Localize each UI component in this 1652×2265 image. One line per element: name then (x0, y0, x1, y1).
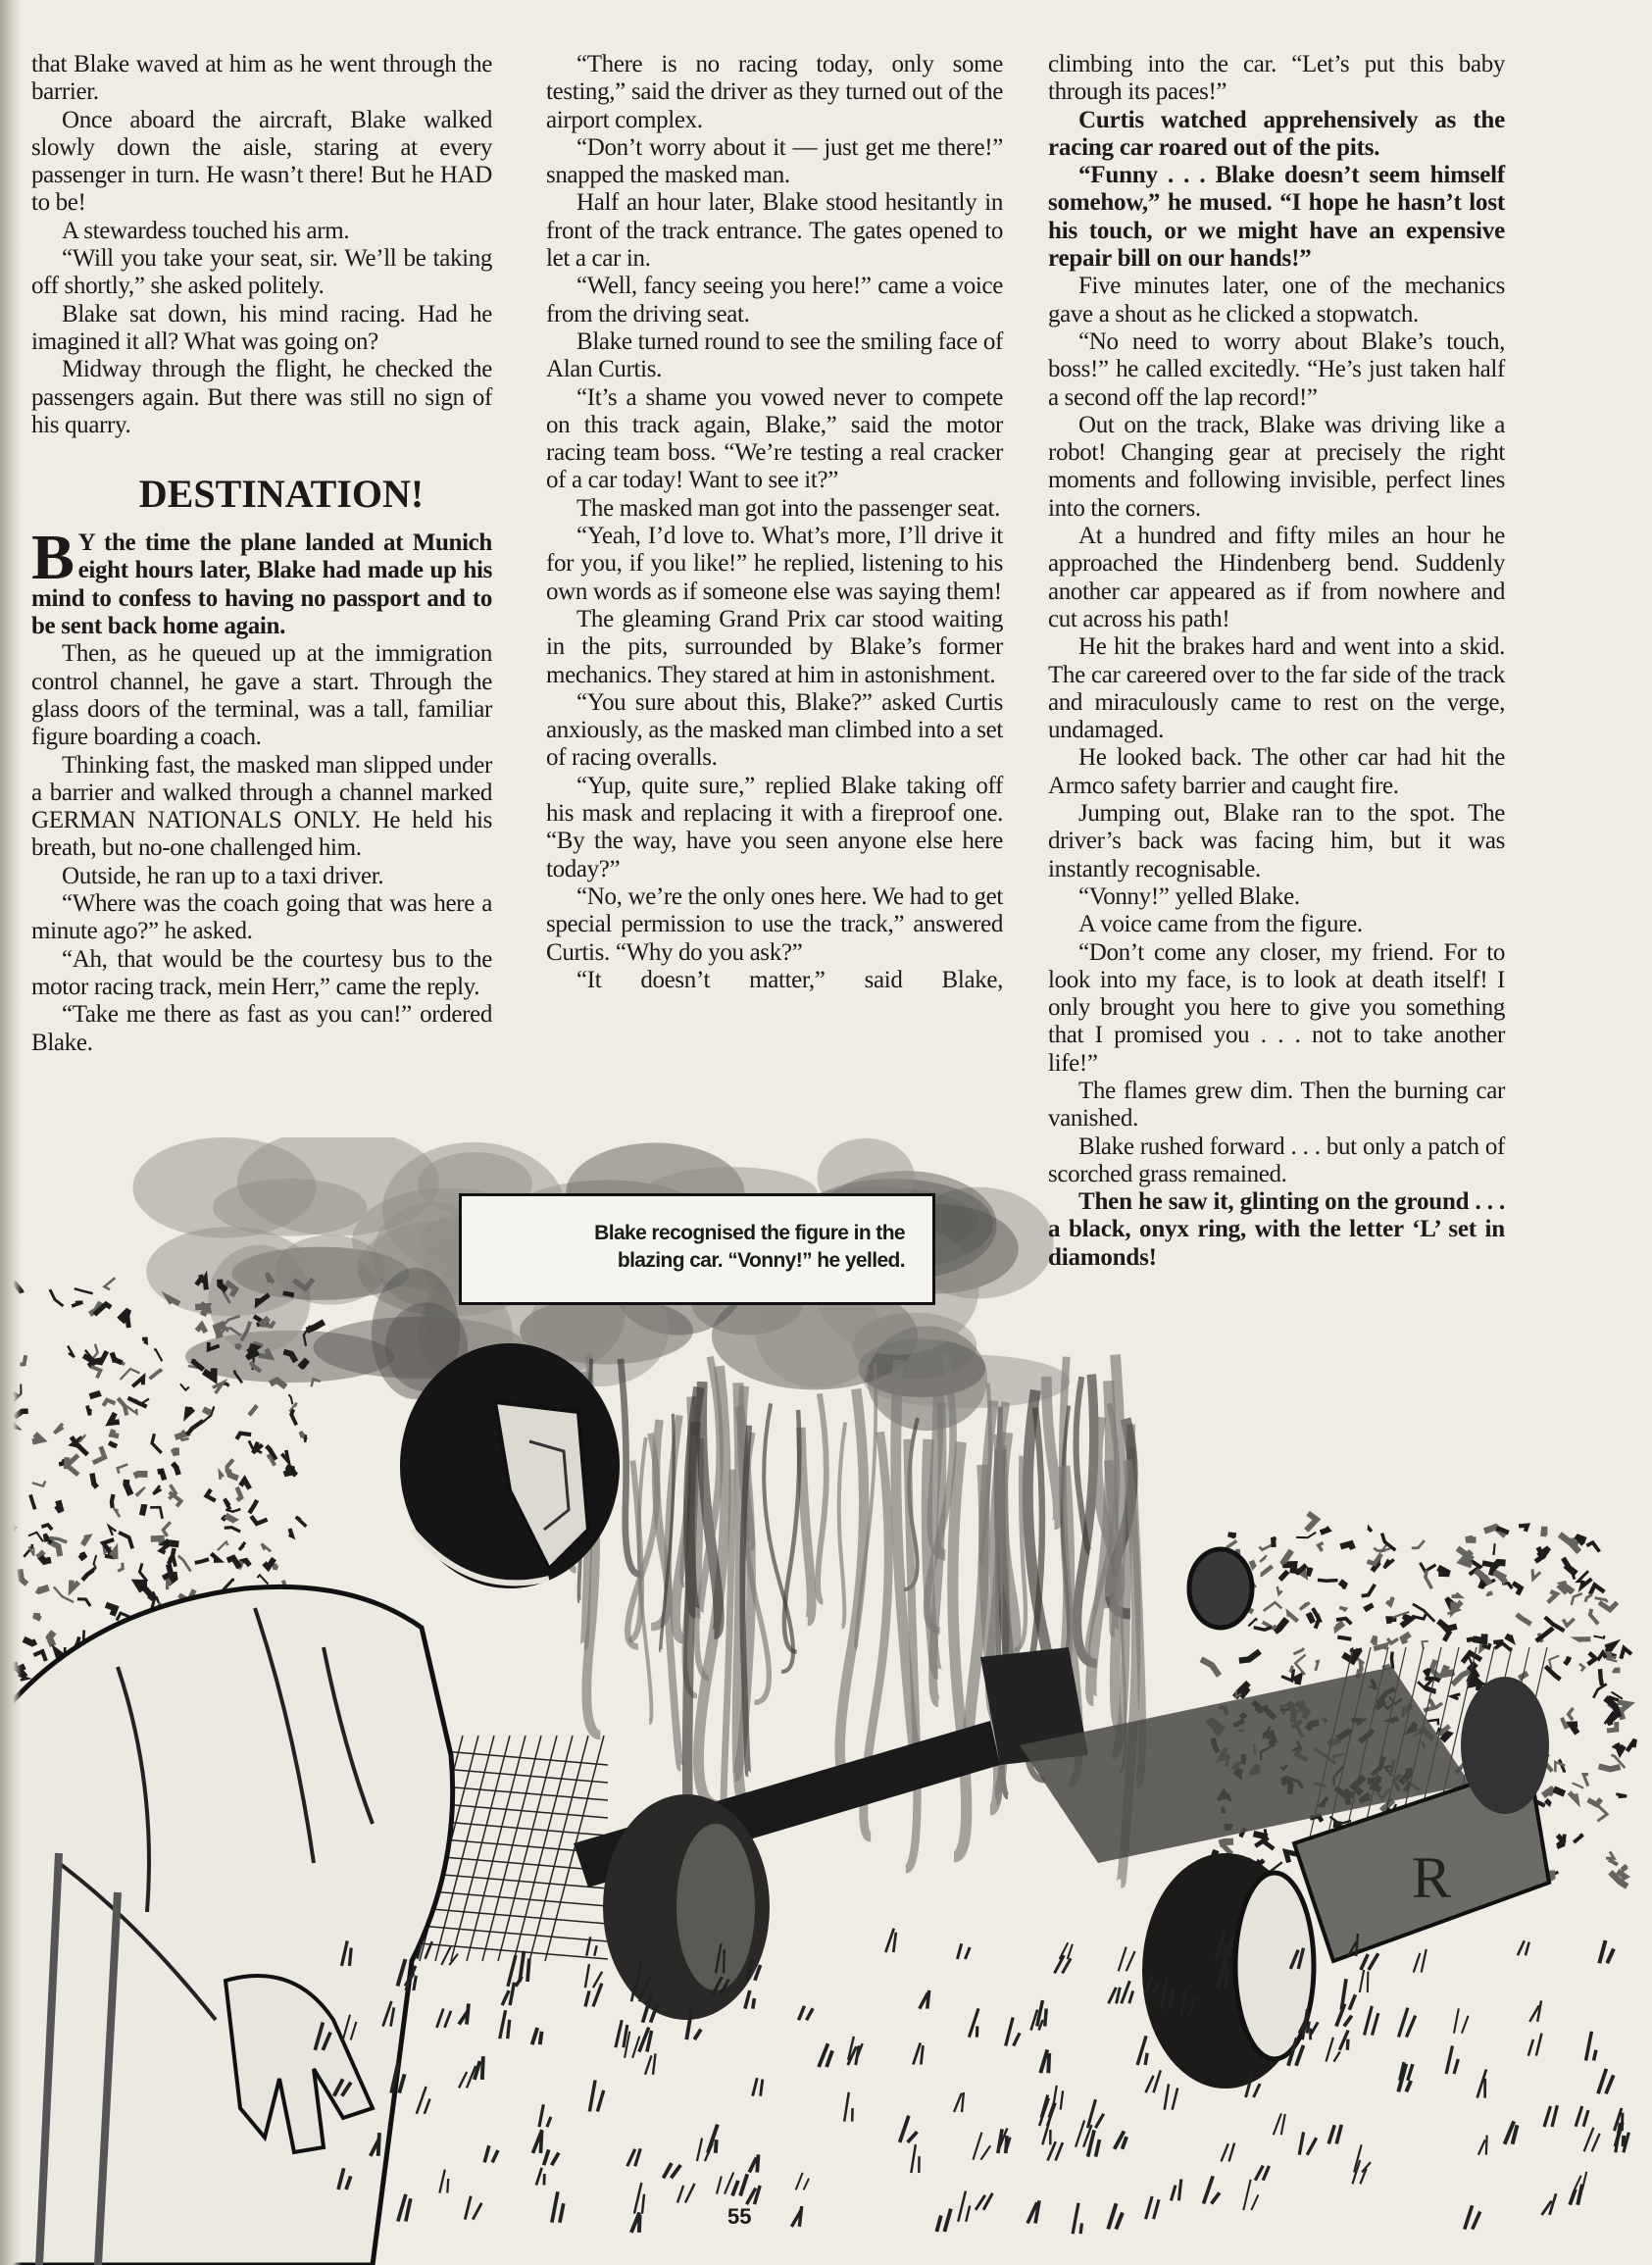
wheel-front (603, 1794, 770, 2020)
page-binding-shadow (0, 0, 22, 2265)
svg-text:R: R (1412, 1845, 1452, 1910)
caption-line-1: Blake recognised the figure in the (594, 1222, 905, 1244)
article-paragraph: Blake rushed forward . . . but only a patch of scorched grass remained. (1048, 1132, 1505, 1187)
lead-paragraph-text: Y the time the plane landed at Munich eight hours later, Blake had made up his mind to confess to having no passport and to be sent back home again. (31, 529, 492, 640)
article-paragraph: Five minutes later, one of the mechanics gave a shout as he clicked a stopwatch. (1048, 273, 1505, 327)
article-paragraph: Outside, he ran up to a taxi driver. (62, 862, 384, 889)
article-paragraph: Thinking fast, the masked man slipped under a barrier and walked through a channel marked GERMAN NATIONALS ONLY. He held his breath, but no-one challenged him. (31, 751, 492, 862)
article-column-2 (546, 51, 1003, 994)
article-paragraph: “Funny . . . Blake doesn’t seem himself somehow,” he mused. “I hope he hasn’t lost his touch, or we might have an expensive repair bill on our hands!” (1048, 162, 1505, 273)
article-paragraph: climbing into the car. “Let’s put this baby through its paces!” (1048, 51, 1505, 106)
article-paragraph: “Vonny!” yelled Blake. (1078, 882, 1300, 910)
grass-strokes (315, 1929, 1628, 2234)
article-paragraph: “Don’t come any closer, my friend. For to look into my face, is to look at death itself! I only brought you here to give you something that I promised you . . . not to take another life!” (1048, 938, 1505, 1077)
illustration-caption-box (459, 1193, 935, 1305)
article-paragraph: “You sure about this, Blake?” asked Curtis anxiously, as the masked man climbed into a set of racing overalls. (546, 688, 1003, 772)
article-paragraph: “Yup, quite sure,” replied Blake taking off his mask and replacing it with a fireproof one. “By the way, have you seen anyone else here today?” (546, 772, 1003, 882)
article-paragraph: “Don’t worry about it — just get me there!” snapped the masked man. (546, 133, 1003, 189)
article-paragraph: Once aboard the aircraft, Blake walked slowly down the aisle, staring at every passenger in turn. He wasn’t there! But he HAD to be! (31, 106, 492, 217)
article-paragraph: Blake turned round to see the smiling face of Alan Curtis. (546, 327, 1003, 383)
article-paragraph: A stewardess touched his arm. (62, 217, 350, 244)
article-paragraph: He looked back. The other car had hit the Armco safety barrier and caught fire. (1048, 744, 1505, 799)
article-paragraph: “Well, fancy seeing you here!” came a voice from the driving seat. (546, 273, 1003, 327)
article-paragraph: Half an hour later, Blake stood hesitantly in front of the track entrance. The gates opened to let a car in. (546, 189, 1003, 273)
page-number: 55 (727, 2204, 752, 2229)
article-paragraph: “Yeah, I’d love to. What’s more, I’ll drive it for you, if you like!” he replied, listening to his own words as if someone else was saying them! (546, 523, 1003, 605)
article-paragraph: “No, we’re the only ones here. We had to get special permission to use the track,” answered Curtis. “Why do you ask?” (546, 882, 1003, 966)
drop-cap: B (31, 522, 75, 594)
article-paragraph: “Ah, that would be the courtesy bus to the motor racing track, mein Herr,” came the reply. (31, 945, 492, 1000)
article-paragraph: Out on the track, Blake was driving like a robot! Changing gear at precisely the right moments and following invisible, perfect lines into the corners. (1048, 411, 1505, 522)
article-paragraph: Then, as he queued up at the immigration control channel, he gave a start. Through the glass doors of the terminal, was a tall, familiar figure boarding a coach. (31, 640, 492, 751)
article-paragraph: The flames grew dim. Then the burning car vanished. (1048, 1077, 1505, 1132)
article-paragraph: “It doesn’t matter,” said Blake, (576, 966, 1003, 993)
article-paragraph: “No need to worry about Blake’s touch, boss!” he called excitedly. “He’s just taken half a second off the lap record!” (1048, 327, 1505, 411)
article-paragraph: “Will you take your seat, sir. We’ll be taking off shortly,” she asked politely. (31, 245, 492, 300)
section-heading: DESTINATION! (138, 472, 425, 517)
article-column-3 (1048, 51, 1505, 1272)
article-paragraph: Blake sat down, his mind racing. Had he imagined it all? What was going on? (31, 300, 492, 355)
article-paragraph: “There is no racing today, only some testing,” said the driver as they turned out of the airport complex. (546, 51, 1003, 133)
article-paragraph: He hit the brakes hard and went into a skid. The car careered over to the far side of the track and miraculously came to rest on the verge, undamaged. (1048, 633, 1505, 744)
article-paragraph: “Where was the coach going that was here a minute ago?” he asked. (31, 890, 492, 945)
article-paragraph: A voice came from the figure. (1078, 911, 1363, 938)
helmet (400, 1343, 620, 1588)
article-paragraph: At a hundred and fifty miles an hour he approached the Hindenberg bend. Suddenly another car appeared as if from nowhere and cut across his path! (1048, 523, 1505, 632)
article-paragraph: Curtis watched apprehensively as the racing car roared out of the pits. (1048, 106, 1505, 161)
article-paragraph: The masked man got into the passenger seat. (576, 494, 1001, 522)
article-paragraph: Jumping out, Blake ran to the spot. The driver’s back was facing him, but it was instantly recognisable. (1048, 800, 1505, 882)
article-paragraph: “Take me there as fast as you can!” ordered Blake. (31, 1001, 492, 1056)
article-paragraph: that Blake waved at him as he went through the barrier. (31, 51, 492, 106)
illustration-burning-car (0, 1137, 1652, 2265)
article-paragraph: The gleaming Grand Prix car stood waiting in the pits, surrounded by Blake’s former mechanics. They stared at him in astonishment. (546, 605, 1003, 688)
caption-line-2: blazing car. “Vonny!” he yelled. (617, 1249, 905, 1272)
article-paragraph: Then he saw it, glinting on the ground . . . a black, onyx ring, with the letter ‘L’ set in diamonds! (1048, 1188, 1505, 1271)
article-paragraph: “It’s a shame you vowed never to compete on this track again, Blake,” said the motor racing team boss. “We’re testing a real cracker of a car today! Want to see it?” (546, 383, 1003, 494)
lead-paragraph (31, 522, 492, 640)
article-paragraph: Midway through the flight, he checked the passengers again. But there was still no sign of his quarry. (31, 356, 492, 438)
article-column-1 (31, 51, 492, 1057)
